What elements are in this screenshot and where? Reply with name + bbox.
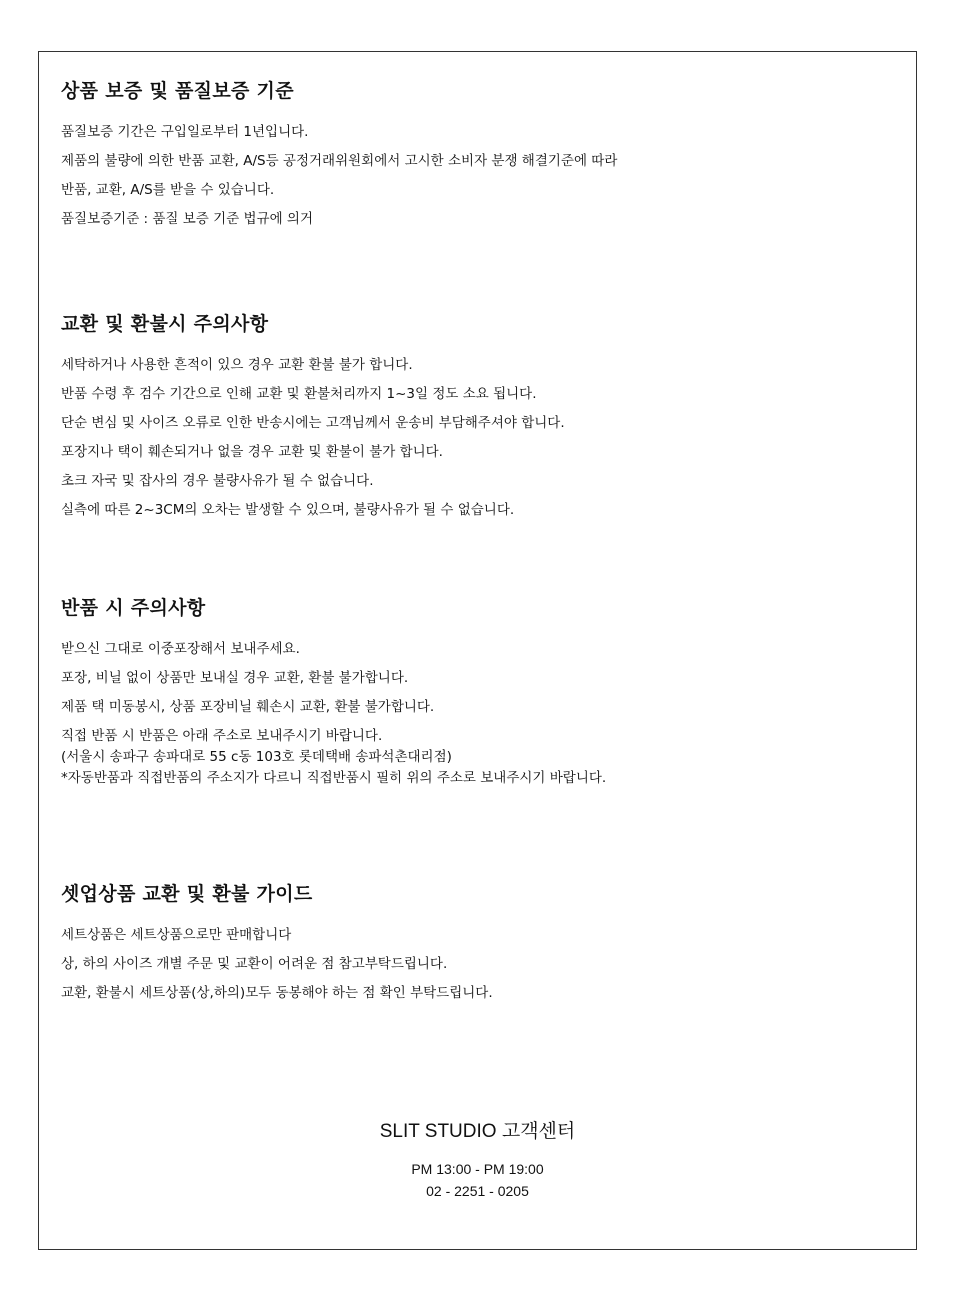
- customer-center-title: SLIT STUDIO 고객센터: [379, 1121, 576, 1142]
- warranty-section: [61, 78, 896, 234]
- notice-frame: [38, 51, 917, 1250]
- exchange-line: 단순 변심 및 사이즈 오류로 인한 반송시에는 고객님께서 운송비 부담해주셔야 합니다.: [61, 415, 565, 431]
- return-address-line: *자동반품과 직접반품의 주소지가 다르니 직접반품시 필히 위의 주소로 보내주시기 바랍니다.: [61, 770, 607, 786]
- return-address-line: 직접 반품 시 반품은 아래 주소로 보내주시기 바랍니다.: [61, 728, 383, 744]
- setup-line: 상, 하의 사이즈 개별 주문 및 교환이 어려운 점 참고부탁드립니다.: [61, 956, 448, 972]
- setup-title: 셋업상품 교환 및 환불 가이드: [61, 883, 313, 905]
- return-address-line: (서울시 송파구 송파대로 55 c동 103호 롯데택배 송파석촌대리점): [61, 749, 452, 765]
- return-line: 포장, 비닐 없이 상품만 보내실 경우 교환, 환불 불가합니다.: [61, 670, 409, 686]
- exchange-line: 초크 자국 및 잡사의 경우 불량사유가 될 수 없습니다.: [61, 473, 374, 489]
- warranty-line: 품질보증 기간은 구입일로부터 1년입니다.: [61, 124, 309, 140]
- return-title: 반품 시 주의사항: [61, 597, 206, 619]
- exchange-title: 교환 및 환불시 주의사항: [61, 313, 269, 335]
- exchange-line: 반품 수령 후 검수 기간으로 인해 교환 및 환불처리까지 1~3일 정도 소요 됩니다.: [61, 386, 537, 402]
- setup-line: 세트상품은 세트상품으로만 판매합니다: [61, 927, 292, 943]
- exchange-line: 포장지나 택이 훼손되거나 없을 경우 교환 및 환불이 불가 합니다.: [61, 444, 443, 460]
- return-line: 제품 택 미동봉시, 상품 포장비닐 훼손시 교환, 환불 불가합니다.: [61, 699, 435, 715]
- exchange-line: 실측에 따른 2~3CM의 오차는 발생할 수 있으며, 불량사유가 될 수 없습니다.: [61, 502, 515, 518]
- return-section: [61, 595, 896, 789]
- setup-line: 교환, 환불시 세트상품(상,하의)모두 동봉해야 하는 점 확인 부탁드립니다.: [61, 985, 493, 1001]
- return-line: 받으신 그대로 이중포장해서 보내주세요.: [61, 641, 300, 657]
- warranty-line: 제품의 불량에 의한 반품 교환, A/S등 공정거래위원회에서 고시한 소비자 분쟁 해결기준에 따라: [61, 153, 618, 169]
- customer-center-phone: 02 - 2251 - 0205: [426, 1183, 529, 1199]
- exchange-line: 세탁하거나 사용한 흔적이 있으 경우 교환 환불 불가 합니다.: [61, 357, 413, 373]
- setup-section: [61, 881, 896, 1008]
- exchange-section: [61, 311, 896, 525]
- customer-center-hours: PM 13:00 - PM 19:00: [411, 1161, 544, 1177]
- warranty-line: 품질보증기준 : 품질 보증 기준 법규에 의거: [61, 211, 313, 227]
- customer-center-footer: [39, 1118, 916, 1202]
- warranty-line: 반품, 교환, A/S를 받을 수 있습니다.: [61, 182, 275, 198]
- warranty-title: 상품 보증 및 품질보증 기준: [61, 80, 294, 102]
